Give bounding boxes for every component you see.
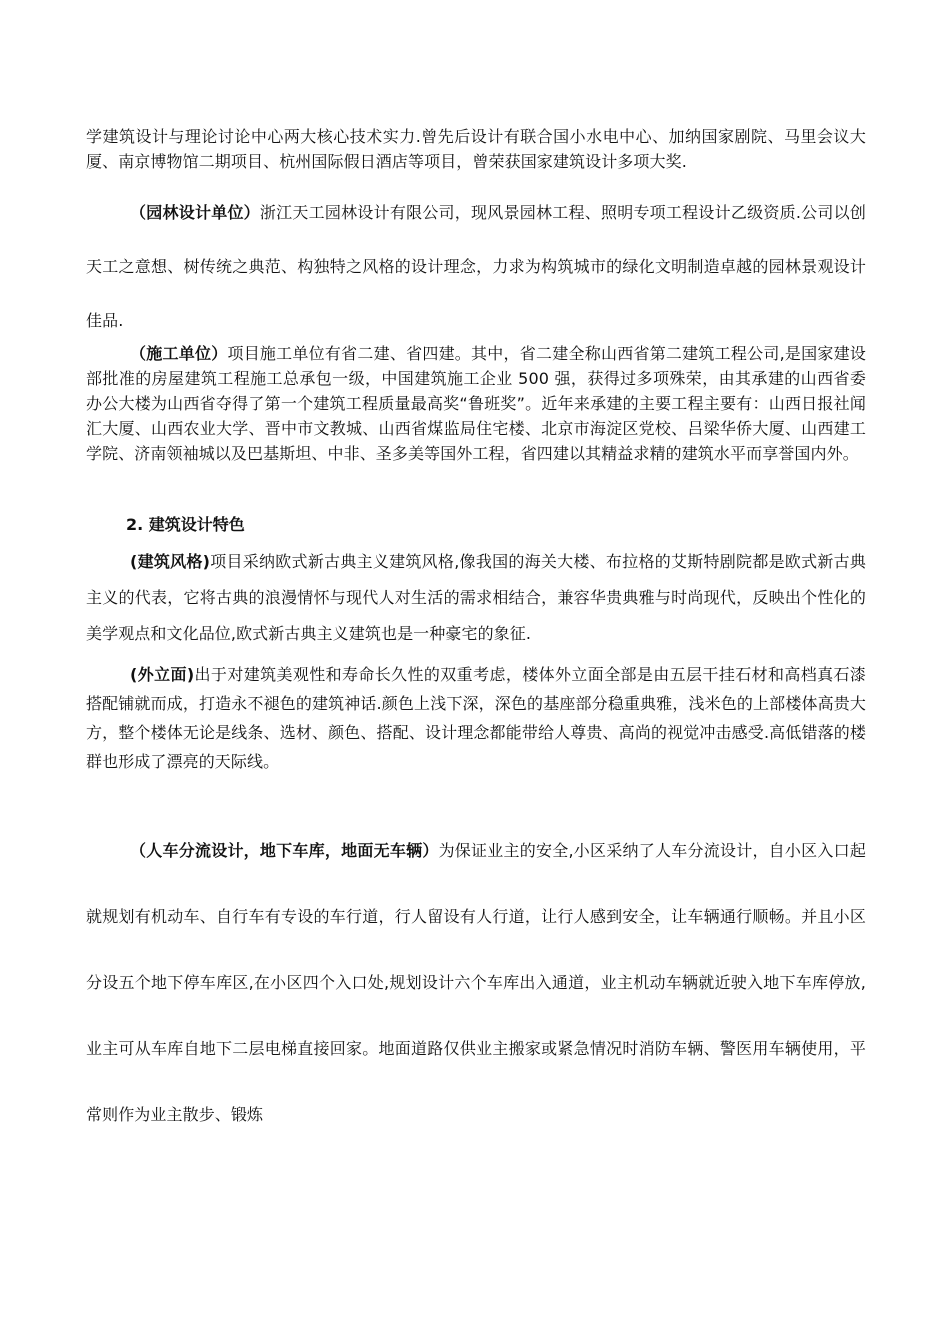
paragraph-text: 出于对建筑美观性和寿命长久性的双重考虑，楼体外立面全部是由五层干挂石材和高档真石漆搭配铺就而成，打造永不褪色的建筑神话.颜色上浅下深，深色的基座部分稳重典雅，浅米色的上部楼体高贵大方，整个楼体无论是线条、选材、颜色、搭配、设计理念都能带给人尊贵、高尚的视觉冲击感受.高低错落的楼群也形成了漂亮的天际线。 — [86, 665, 866, 771]
paragraph-facade — [86, 660, 866, 776]
paragraph-text: 学建筑设计与理论讨论中心两大核心技术实力.曾先后设计有联合国小水电中心、加纳国家剧院、马里会议大厦、南京博物馆二期项目、杭州国际假日酒店等项目，曾荣获国家建筑设计多项大奖. — [86, 127, 866, 171]
paragraph-text: 项目施工单位有省二建、省四建。其中，省二建全称山西省第二建筑工程公司,是国家建设部批准的房屋建筑工程施工总承包一级，中国建筑施工企业 500 强，获得过多项殊荣，由其承建的山西省委办公大楼为山西省夺得了第一个建筑工程质量最高奖“鲁班奖”。近年来承建的主要工程主要有：山西日报社闻汇大厦、山西农业大学、晋中市文教城、山西省煤监局住宅楼、北京市海淀区党校、吕梁华侨大厦、山西建工学院、济南领袖城以及巴基斯坦、中非、圣多美等国外工程，省四建以其精益求精的建筑水平而享誉国内外。 — [86, 344, 866, 463]
paragraph-architectural-style — [86, 544, 866, 652]
section-heading: 2. 建筑设计特色 — [126, 515, 245, 534]
paragraph-construction-unit — [86, 341, 866, 466]
paragraph-text: 项目采纳欧式新古典主义建筑风格,像我国的海关大楼、布拉格的艾斯特剧院都是欧式新古典主义的代表，它将古典的浪漫情怀与现代人对生活的需求相结合，兼容华贵典雅与时尚现代，反映出个性化的美学观点和文化品位,欧式新古典主义建筑也是一种豪宅的象征. — [86, 552, 867, 643]
paragraph-text: 浙江天工园林设计有限公司，现风景园林工程、照明专项工程设计乙级资质.公司以创天工之意想、树传统之典范、构独特之风格的设计理念，力求为构筑城市的绿化文明制造卓越的园林景观设计佳品. — [86, 203, 866, 330]
paragraph-label: （园林设计单位） — [130, 203, 260, 222]
paragraph-label: (外立面) — [130, 665, 195, 684]
paragraph-traffic-separation — [86, 818, 866, 1148]
paragraph-landscape-designer — [86, 186, 866, 348]
paragraph-design-firm-continued — [86, 124, 866, 174]
paragraph-label: （人车分流设计，地下车库，地面无车辆） — [130, 841, 439, 860]
paragraph-label: (建筑风格) — [130, 552, 211, 571]
paragraph-label: （施工单位） — [130, 344, 228, 363]
paragraph-text: 为保证业主的安全,小区采纳了人车分流设计，自小区入口起就规划有机动车、自行车有专设的车行道，行人留设有人行道，让行人感到安全，让车辆通行顺畅。并且小区分设五个地下停车库区,在小区四个入口处,规划设计六个车库出入通道，业主机动车辆就近驶入地下车库停放,业主可从车库自地下二层电梯直接回家。地面道路仅供业主搬家或紧急情况时消防车辆、警医用车辆使用，平常则作为业主散步、锻炼 — [86, 841, 866, 1124]
